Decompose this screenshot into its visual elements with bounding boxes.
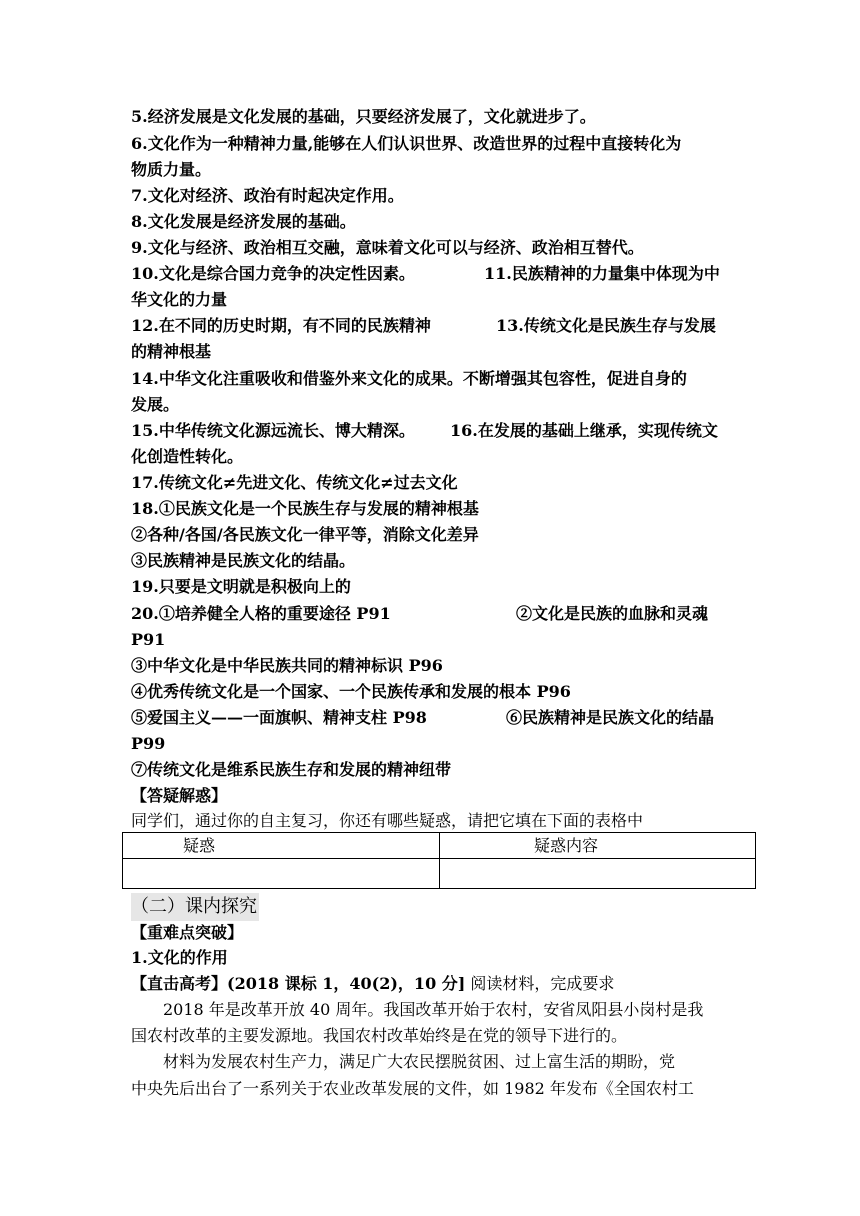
material-paragraph-1-line-2: 国农村改革的主要发源地。我国农村改革始终是在党的领导下进行的。 [131,1026,628,1045]
dayi-instruction: 同学们，通过你的自主复习，你还有哪些疑惑，请把它填在下面的表格中 [131,811,644,830]
statement-20-b-page: P91 [131,630,166,649]
statement-20-e: ⑤爱国主义——一面旗帜、精神支柱 P98 [131,708,427,727]
gaokao-source: (2018 课标 1，40(2)，10 分] [227,974,466,993]
statement-9: 9.文化与经济、政治相互交融，意味着文化可以与经济、政治相互替代。 [131,238,644,257]
statement-14-line-2: 发展。 [131,395,180,414]
statement-20-b: ②文化是民族的血脉和灵魂 [516,604,709,623]
subsection-heading: 【重难点突破】 [131,923,244,942]
material-paragraph-2-line-1: 材料为发展农村生产力，满足广大农民摆脱贫困、过上富生活的期盼，党 [163,1052,676,1071]
table-header-content: 疑惑内容 [534,836,599,855]
statement-20-f-page: P99 [131,734,166,753]
table-header-question: 疑惑 [183,836,216,855]
gaokao-line [131,971,741,997]
statement-11-line-1: 11.民族精神的力量集中体现为中 [484,264,720,283]
statement-20-g: ⑦传统文化是维系民族生存和发展的精神纽带 [131,760,452,779]
topic-heading: 1.文化的作用 [131,948,228,967]
statement-16-line-1: 16.在发展的基础上继承，实现传统文 [450,421,718,440]
statement-7: 7.文化对经济、政治有时起决定作用。 [131,186,404,205]
statement-11-line-2: 华文化的力量 [131,290,228,309]
statement-18-a: 18.①民族文化是一个民族生存与发展的精神根基 [131,499,479,518]
material-paragraph-2-line-2: 中央先后出台了一系列关于农业改革发展的文件，如 1982 年发布《全国农村工 [131,1079,694,1098]
statement-15: 15.中华传统文化源远流长、博大精深。 [131,421,415,440]
statement-18-b: ②各种/各国/各民族文化一律平等，消除文化差异 [131,525,479,544]
statement-16-line-2: 化创造性转化。 [131,447,244,466]
statement-20-f: ⑥民族精神是民族文化的结晶 [506,708,715,727]
statement-6-line-2: 物质力量。 [131,160,212,179]
statement-8: 8.文化发展是经济发展的基础。 [131,212,356,231]
material-paragraph-1-line-1: 2018 年是改革开放 40 周年。我国改革开始于农村，安省凤阳县小岗村是我 [163,1000,704,1019]
statement-10: 10.文化是综合国力竞争的决定性因素。 [131,264,415,283]
statement-5: 5.经济发展是文化发展的基础，只要经济发展了，文化就进步了。 [131,107,596,126]
dayi-heading: 【答疑解惑】 [131,786,228,805]
statement-20-c: ③中华文化是中华民族共同的精神标识 P96 [131,656,443,675]
section-title: （二）课内探究 [131,893,259,921]
statement-6-line-1: 6.文化作为一种精神力量,能够在人们认识世界、改造世界的过程中直接转化为 [131,134,682,153]
table-divider [439,833,440,888]
gaokao-requirement: 阅读材料，完成要求 [465,974,615,993]
statement-12: 12.在不同的历史时期，有不同的民族精神 [131,316,431,335]
statement-17: 17.传统文化≠先进文化、传统文化≠过去文化 [131,473,458,492]
statement-14-line-1: 14.中华文化注重吸收和借鉴外来文化的成果。不断增强其包容性，促进自身的 [131,369,687,388]
statement-20-a: 20.①培养健全人格的重要途径 P91 [131,604,391,623]
statement-19: 19.只要是文明就是积极向上的 [131,577,351,596]
table-divider [123,858,755,859]
statement-20-d: ④优秀传统文化是一个国家、一个民族传承和发展的根本 P96 [131,682,571,701]
question-table [122,832,756,889]
statement-13-line-1: 13.传统文化是民族生存与发展 [496,316,716,335]
gaokao-tag: 【直击高考】 [131,974,228,993]
statement-18-c: ③民族精神是民族文化的结晶。 [131,551,356,570]
statement-13-line-2: 的精神根基 [131,342,212,361]
